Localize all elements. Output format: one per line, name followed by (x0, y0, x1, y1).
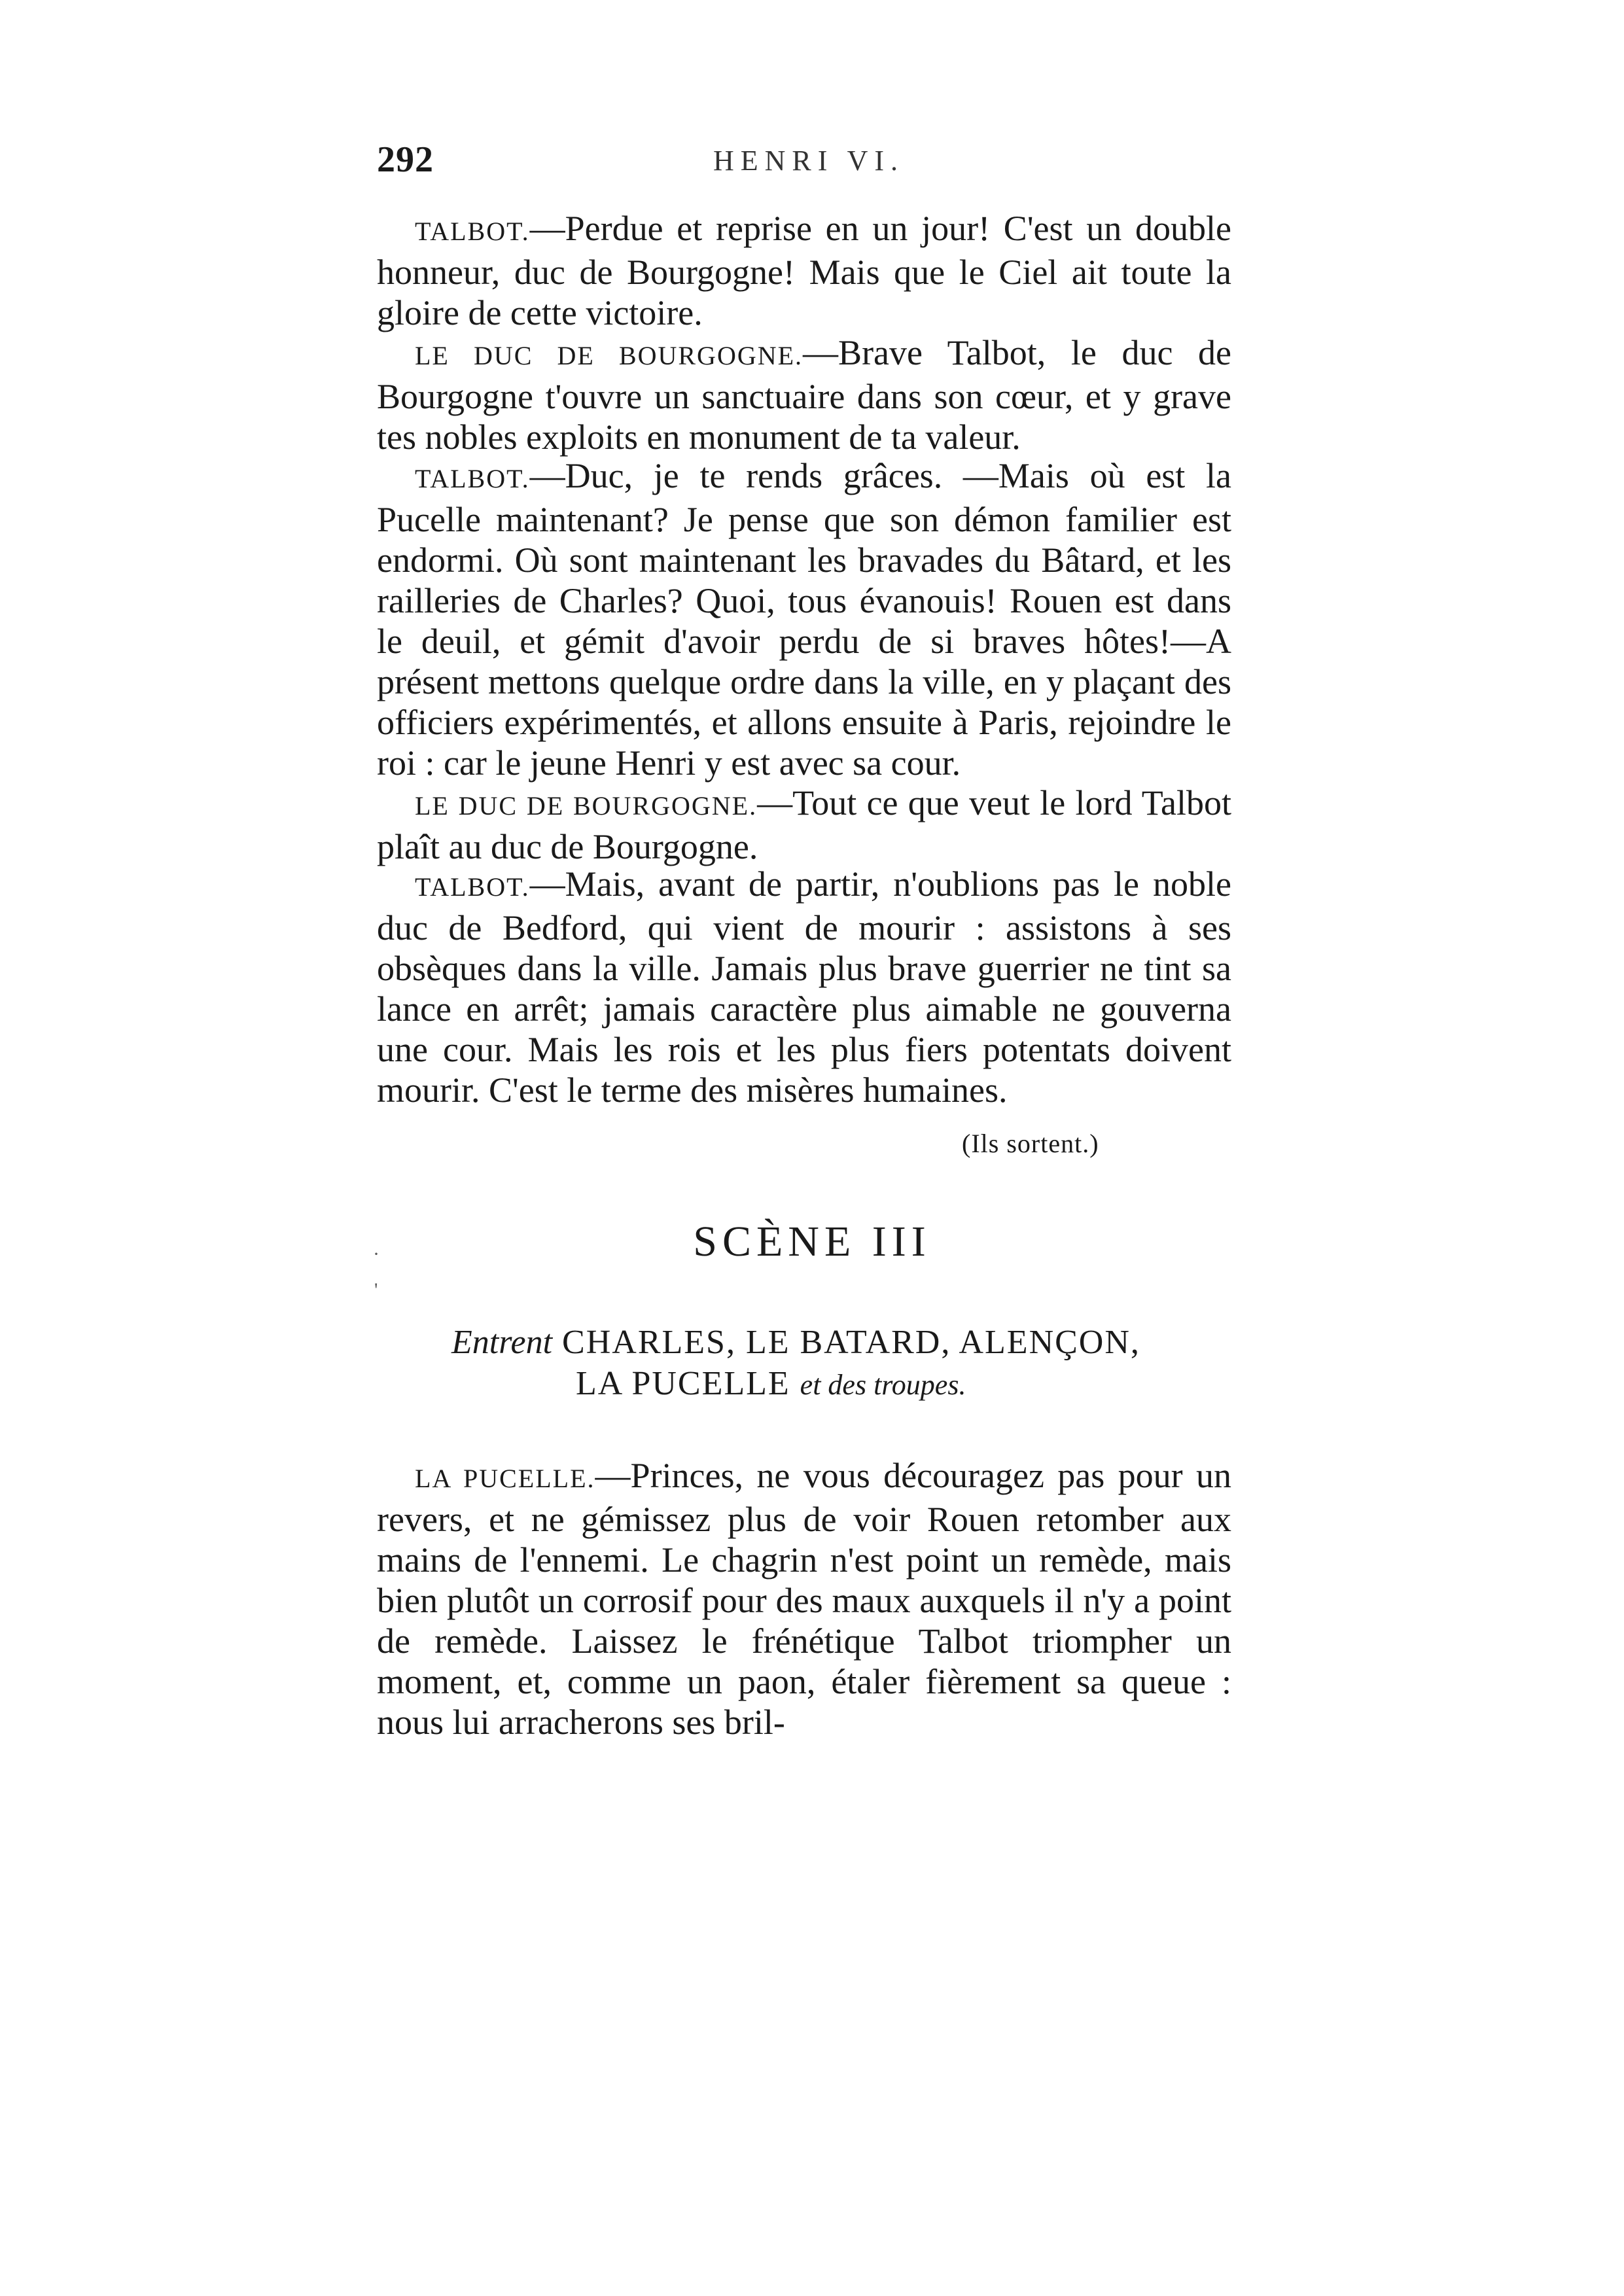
speaker-name: LA PUCELLE. (415, 1464, 595, 1493)
speech-text: —Brave Talbot, le duc de Bourgogne t'ouvre un sanctuaire dans son cœur, et y grave tes nobles exploits en monument de ta valeur. (377, 333, 1231, 457)
speech-block (377, 1455, 1231, 1742)
speech-text: —Duc, je te rends grâces. —Mais où est la Pucelle maintenant? Je pense que son démon familier est endormi. Où sont maintenant les bravades du Bâtard, et les railleries de Charles? Quoi, tous évanouis! Rouen est dans le deuil, et gémit d'avoir perdu de si braves hôtes!—A présent mettons quelque ordre dans la ville, en y plaçant des officiers expérimentés, et allons ensuite à Paris, rejoindre le roi : car le jeune Henri y est avec sa cour. (377, 456, 1231, 783)
entry-names: CHARLES, LE BATARD, ALENÇON, (562, 1324, 1140, 1361)
margin-mark: ' (374, 1279, 378, 1301)
speech-text: —Perdue et reprise en un jour! C'est un double honneur, duc de Bourgogne! Mais que le Ciel ait toute la gloire de cette victoire. (377, 209, 1231, 332)
speech-text: —Tout ce que veut le lord Talbot plaît au duc de Bourgogne. (377, 783, 1231, 866)
page-number: 292 (377, 139, 434, 180)
margin-mark: · (373, 1243, 380, 1265)
speech-block (377, 208, 1231, 333)
speech-text: —Mais, avant de partir, n'oublions pas le noble duc de Bedford, qui vient de mourir : assistons à ses obsèques dans la ville. Jamais plus brave guerrier ne tint sa lance en arrêt; jamais caractère plus aimable ne gouverna une cour. Mais les rois et les plus fiers potentats doivent mourir. C'est le terme des misères humaines. (377, 864, 1231, 1110)
speech-block (377, 332, 1231, 457)
speech-block (377, 864, 1231, 1110)
entry-names: LA PUCELLE (576, 1365, 790, 1402)
speaker-name: TALBOT. (415, 872, 530, 902)
running-title: HENRI VI. (713, 145, 905, 177)
speech-text: —Princes, ne vous découragez pas pour un revers, et ne gémissez plus de voir Rouen retomber aux mains de l'ennemi. Le chagrin n'est point un remède, mais bien plutôt un corrosif pour des maux auxquels il n'y a point de remède. Laissez le frénétique Talbot triompher un moment, et, comme un paon, étaler fièrement sa queue : nous lui arracherons ses bril- (377, 1456, 1231, 1742)
speech-block (377, 455, 1231, 783)
entry-verb: Entrent (451, 1324, 553, 1361)
stage-direction-exit: (Ils sortent.) (962, 1129, 1099, 1158)
stage-direction-entry (451, 1323, 1140, 1362)
speaker-name: LE DUC DE BOURGOGNE. (415, 341, 803, 370)
stage-direction-entry-continued (576, 1364, 966, 1403)
entry-suffix: et des troupes. (800, 1369, 966, 1401)
speaker-name: TALBOT. (415, 217, 530, 246)
speaker-name: TALBOT. (415, 464, 530, 493)
scene-title: SCÈNE III (693, 1218, 931, 1265)
speaker-name: LE DUC DE BOURGOGNE. (415, 791, 758, 821)
speech-block (377, 783, 1231, 867)
